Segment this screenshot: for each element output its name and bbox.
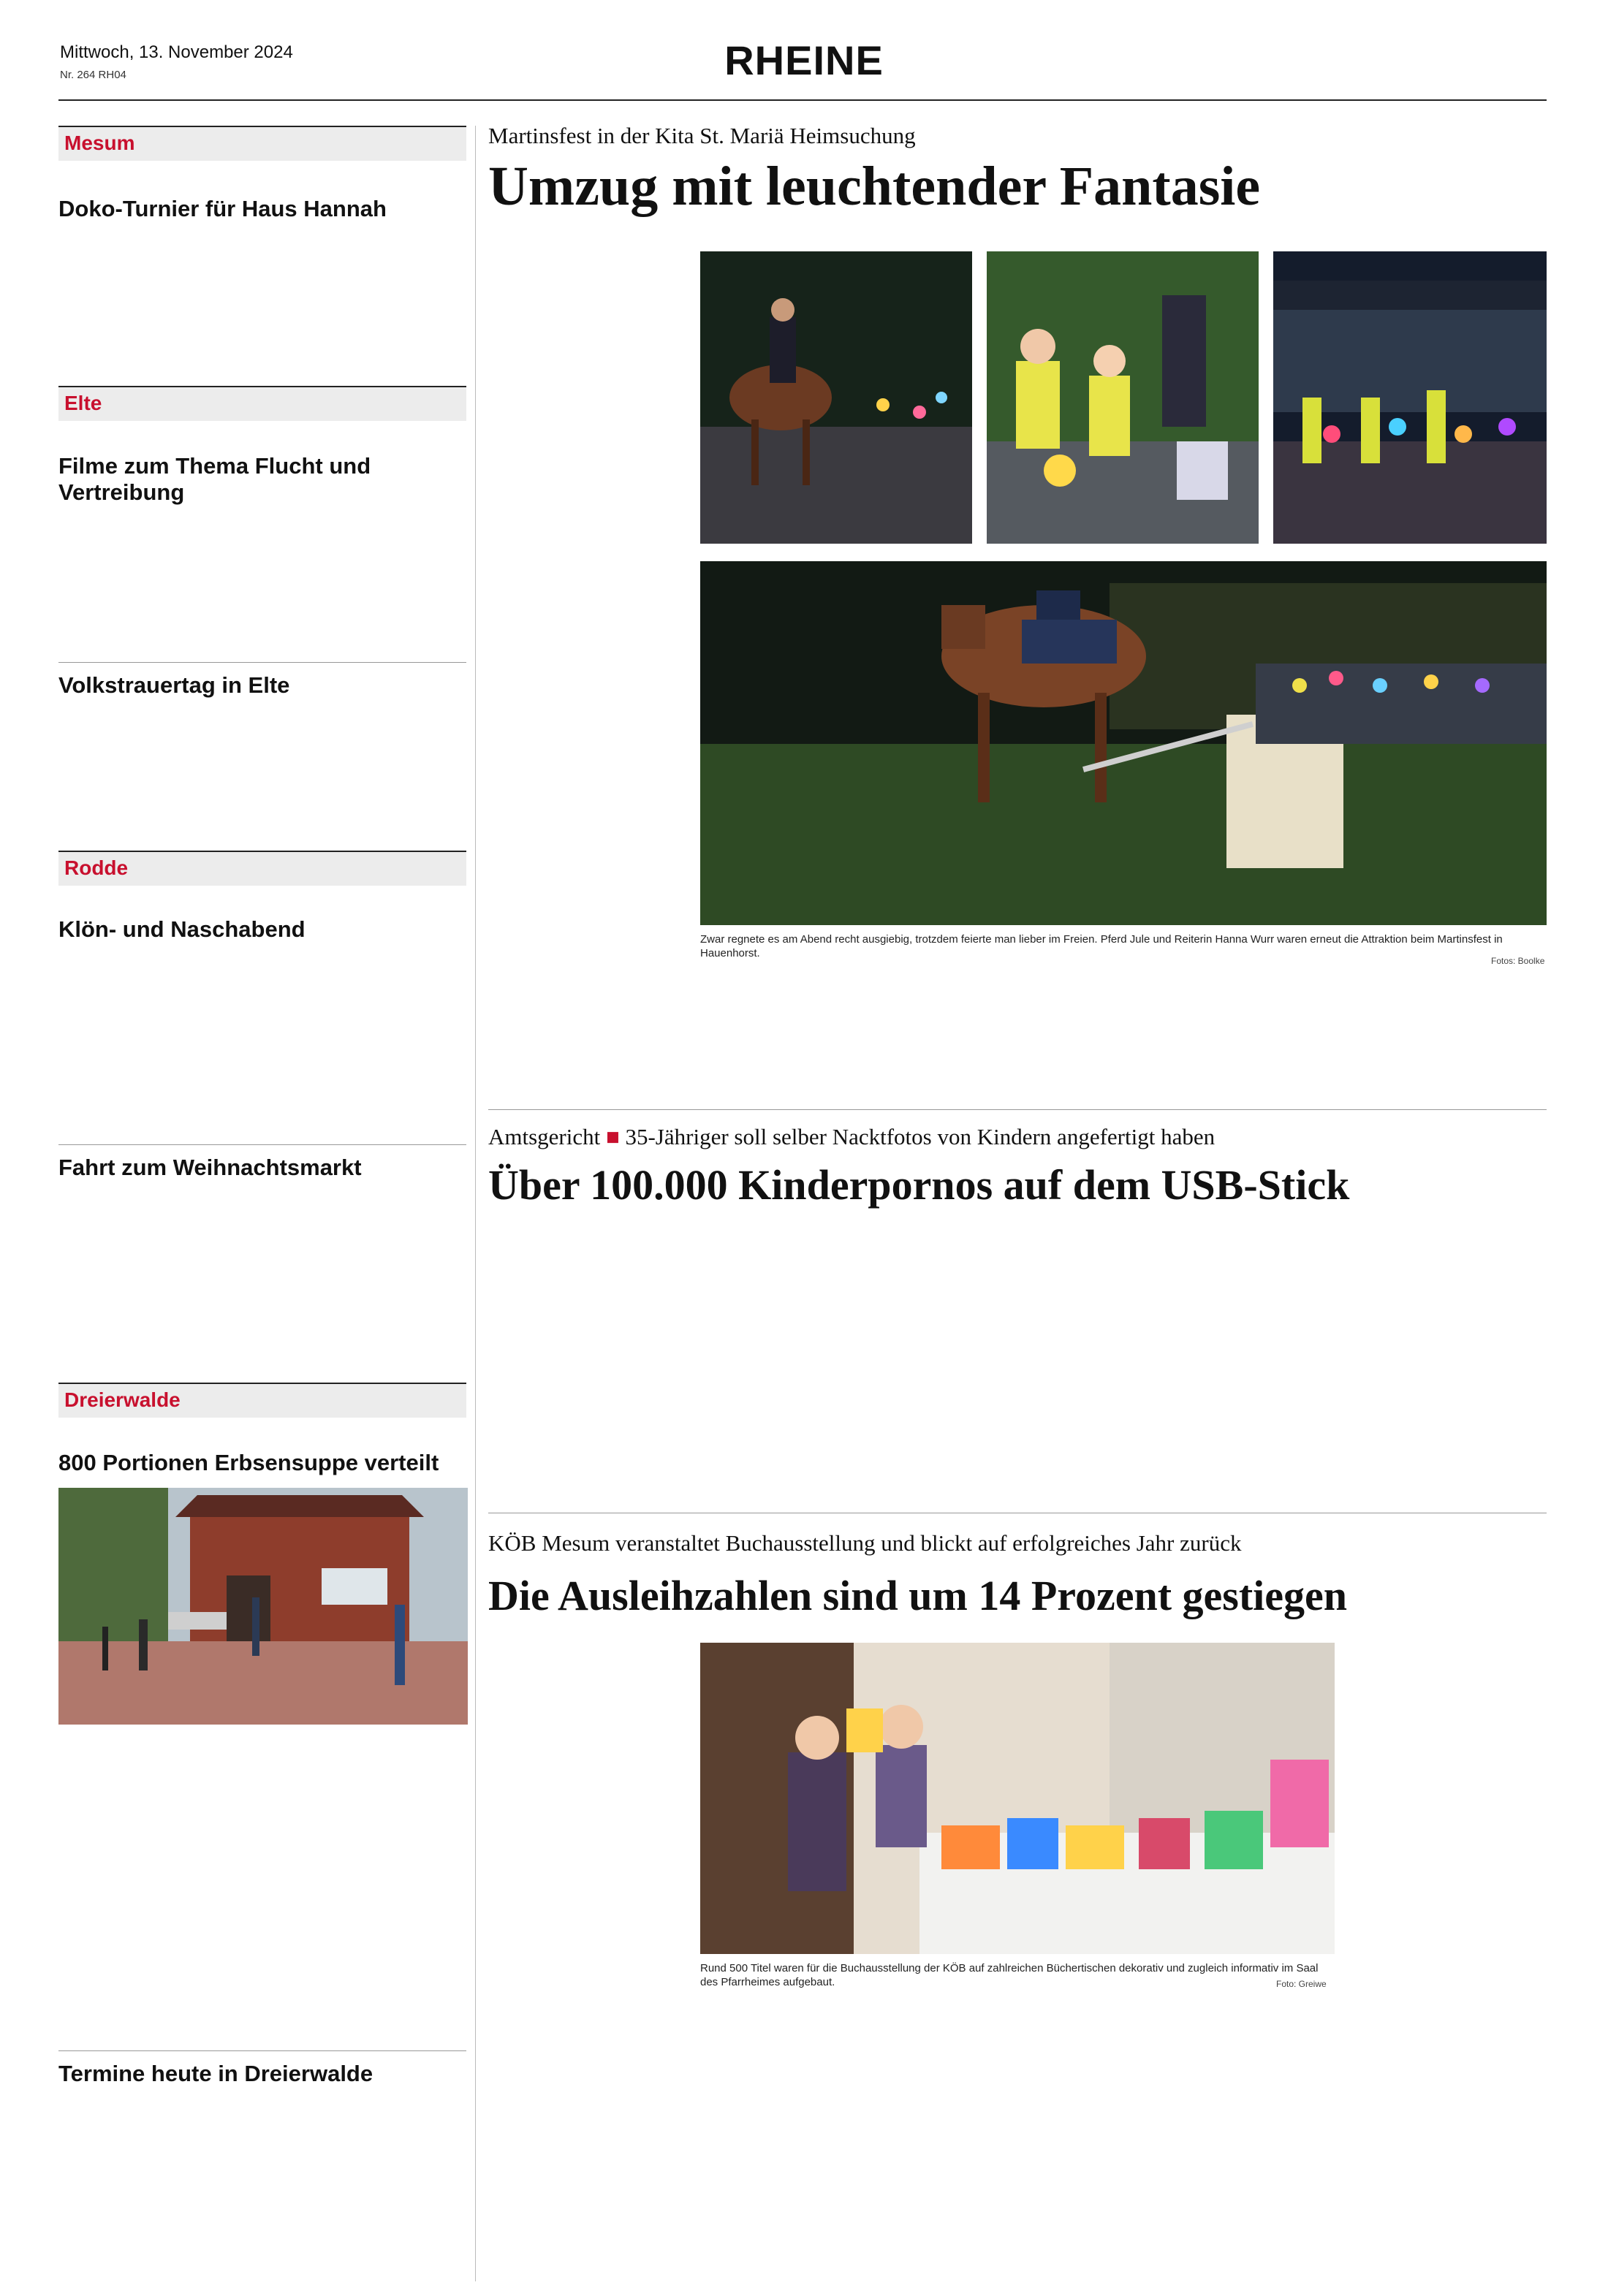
photo-caption: Zwar regnete es am Abend recht ausgiebig, trotzdem feierte man lieber im Freien. Pferd Jule und Reiterin Hanna Wurr waren erneut die Attraktion beim Martinsfest in Hauenhorst. — [700, 933, 1503, 959]
article-text — [667, 1232, 836, 1502]
brief-headline: Doko-Turnier für Haus Hannah — [58, 196, 387, 221]
article-text — [700, 987, 868, 1093]
photo-caption: Rund 500 Titel waren für die Buchausstellung der KÖB auf zahlreichen Büchertischen dekorativ und zugleich informativ im Saal des Pfarrheimes aufgebaut. — [700, 1962, 1319, 1988]
article-kicker: KÖB Mesum veranstaltet Buchausstellung und blickt auf erfolgreiches Jahr zurück — [488, 1530, 1242, 1556]
rider-photo — [700, 251, 972, 544]
section-label: Rodde — [64, 856, 129, 879]
brief-text — [266, 1194, 465, 1366]
brief-text — [58, 1776, 257, 2039]
brief-divider — [58, 2050, 466, 2051]
article-text — [1202, 1232, 1371, 1502]
brief-text — [266, 490, 465, 649]
section-bar-dreierwalde — [58, 1383, 466, 1418]
brief-text — [266, 1776, 465, 2039]
article-text — [914, 2007, 1115, 2264]
section-bar-mesum — [58, 126, 466, 161]
article-text — [880, 987, 1048, 1093]
article-text — [700, 2007, 902, 2264]
brief-text — [58, 1194, 257, 1366]
kicker-subline: 35-Jähriger soll selber Nacktfotos von Kindern angefertigt haben — [625, 1124, 1216, 1149]
article-headline: Über 100.000 Kinderpornos auf dem USB-Stick — [488, 1161, 1350, 1209]
book-exhibition-illustration — [700, 1643, 1335, 1954]
article-kicker — [488, 1124, 1215, 1150]
masthead-rule — [58, 99, 1547, 101]
children-lanterns-photo — [987, 251, 1259, 544]
article-text — [488, 1641, 687, 2077]
martin-scene-illustration — [700, 561, 1547, 925]
article-text — [1060, 987, 1228, 1093]
children-illustration — [987, 251, 1259, 544]
brief-text — [58, 2102, 257, 2265]
section-bar-elte — [58, 386, 466, 421]
article-text — [1127, 2007, 1332, 2264]
brief-divider — [58, 662, 466, 663]
st-martin-scene-photo — [700, 561, 1547, 925]
section-label: Dreierwalde — [64, 1388, 181, 1411]
brief-text — [266, 710, 465, 835]
brief-text — [58, 954, 257, 1130]
brief-headline: Filme zum Thema Flucht und Vertreibung — [58, 453, 371, 505]
section-title: RHEINE — [724, 37, 884, 83]
rider-illustration — [700, 251, 972, 544]
article-text — [1419, 987, 1547, 1093]
parade-illustration — [1273, 251, 1547, 544]
article-text — [1380, 1232, 1547, 1502]
section-label: Elte — [64, 392, 102, 414]
article-text — [488, 253, 687, 1092]
kicker-marker: ■ — [606, 1124, 620, 1149]
brief-headline: Fahrt zum Weihnachtsmarkt — [58, 1155, 362, 1180]
article-text — [1023, 1232, 1193, 1502]
soup-distribution-photo — [58, 1488, 468, 1725]
issue-date: Mittwoch, 13. November 2024 — [60, 42, 293, 62]
book-exhibition-photo — [700, 1643, 1335, 1954]
brief-text — [58, 710, 257, 835]
soup-scene-illustration — [58, 1488, 468, 1725]
lantern-parade-photo — [1273, 251, 1547, 544]
brief-headline: Klön- und Naschabend — [58, 916, 306, 942]
article-text — [1343, 1643, 1547, 2264]
article-divider — [488, 1109, 1547, 1110]
article-headline: Die Ausleihzahlen sind um 14 Prozent gestiegen — [488, 1572, 1348, 1619]
brief-text — [266, 2102, 465, 2265]
article-text — [845, 1232, 1015, 1502]
article-kicker: Martinsfest in der Kita St. Mariä Heimsuchung — [488, 123, 916, 148]
brief-text — [266, 954, 465, 1130]
section-label: Mesum — [64, 132, 135, 154]
article-text — [488, 1232, 658, 1502]
brief-headline: Volkstrauertag in Elte — [58, 672, 290, 698]
brief-text — [58, 232, 257, 370]
article-headline: Umzug mit leuchtender Fantasie — [488, 156, 1261, 217]
brief-text — [266, 232, 465, 370]
section-bar-rodde — [58, 851, 466, 886]
photo-credit: Foto: Greiwe — [1276, 1979, 1327, 1989]
brief-divider — [58, 1144, 466, 1145]
article-text — [1240, 987, 1408, 1093]
brief-headline: 800 Portionen Erbsensuppe verteilt — [58, 1450, 439, 1475]
kicker-topic: Amtsgericht — [488, 1124, 601, 1149]
brief-headline: Termine heute in Dreierwalde — [58, 2061, 373, 2086]
brief-text — [58, 490, 257, 649]
column-divider — [475, 126, 476, 2281]
photo-credit: Fotos: Boolke — [1491, 956, 1545, 966]
issue-number: Nr. 264 RH04 — [60, 69, 126, 81]
